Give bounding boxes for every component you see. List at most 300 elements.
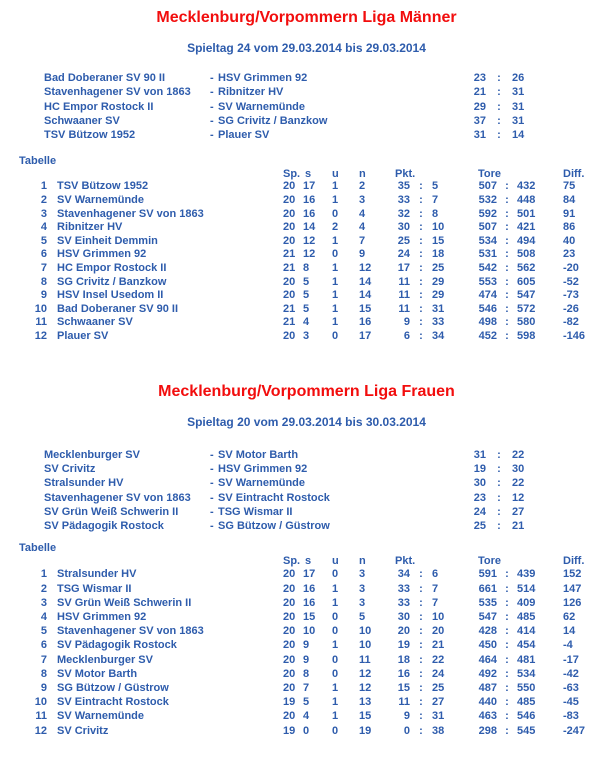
wins: 16 <box>303 194 316 207</box>
home-team: Stavenhagener SV von 1863 <box>44 491 191 504</box>
home-score: 23 <box>473 491 486 504</box>
goals-against: 409 <box>517 596 536 609</box>
rank: 1 <box>40 568 47 581</box>
goal-difference: 126 <box>563 596 582 609</box>
goals-against: 481 <box>517 653 536 666</box>
points-colon: : <box>419 625 423 638</box>
points-against: 33 <box>432 316 445 329</box>
draws: 1 <box>332 289 339 302</box>
goals-for: 547 <box>478 611 497 623</box>
goals-colon: : <box>505 207 509 220</box>
wins: 17 <box>303 568 316 581</box>
away-team: SV Motor Barth <box>218 448 299 461</box>
goal-difference: 14 <box>563 625 576 638</box>
goal-difference: 40 <box>563 234 576 247</box>
wins: 0 <box>303 724 310 737</box>
points-against: 5 <box>432 180 439 193</box>
match-row <box>44 491 613 505</box>
wins: 5 <box>303 696 310 709</box>
points-colon: : <box>419 611 423 623</box>
standings-row <box>0 724 613 738</box>
team-name: SV Warnemünde <box>57 194 144 207</box>
standings-row <box>0 221 613 235</box>
match-row <box>44 448 613 462</box>
goals-colon: : <box>505 275 509 288</box>
rank: 2 <box>40 582 47 595</box>
points-colon: : <box>419 262 423 275</box>
points-colon: : <box>419 289 423 302</box>
points-for: 33 <box>397 582 410 595</box>
wins: 15 <box>303 611 316 623</box>
points-against: 31 <box>432 302 445 315</box>
score-colon: : <box>497 72 501 84</box>
team-name: Ribnitzer HV <box>57 221 123 234</box>
wins: 16 <box>303 582 316 595</box>
versus-dash: - <box>210 72 214 84</box>
team-name: SV Einheit Demmin <box>57 234 158 247</box>
standings-row <box>0 330 613 344</box>
standings-table-maenner <box>0 180 613 343</box>
points-for: 11 <box>398 302 410 315</box>
points-for: 25 <box>397 234 410 247</box>
rank: 6 <box>40 248 47 261</box>
points-colon: : <box>419 710 423 723</box>
goal-difference: -146 <box>563 330 586 343</box>
draws: 1 <box>332 234 339 247</box>
games-played: 20 <box>283 667 296 680</box>
points-for: 17 <box>397 262 410 275</box>
header-spacer <box>0 168 283 180</box>
wins: 16 <box>303 596 316 609</box>
away-team: SG Crivitz / Banzkow <box>218 114 328 127</box>
games-played: 21 <box>283 248 296 261</box>
team-name: SV Pädagogik Rostock <box>57 639 177 652</box>
goals-for: 542 <box>478 262 497 275</box>
wins: 14 <box>303 221 316 234</box>
games-played: 20 <box>283 221 296 234</box>
away-score: 22 <box>512 448 525 461</box>
goals-colon: : <box>505 248 509 261</box>
match-row <box>44 519 613 533</box>
away-score: 21 <box>512 520 525 533</box>
goal-difference: 152 <box>563 568 582 581</box>
points-colon: : <box>419 180 423 193</box>
losses: 12 <box>359 667 372 680</box>
standings-row <box>0 653 613 667</box>
home-score: 37 <box>473 114 486 127</box>
draws: 1 <box>332 696 339 709</box>
games-played: 20 <box>283 682 296 695</box>
header-draws: u <box>332 555 339 568</box>
goals-colon: : <box>505 625 509 638</box>
goals-for: 592 <box>478 207 497 220</box>
games-played: 20 <box>283 207 296 220</box>
draws: 0 <box>332 653 339 666</box>
goal-difference: -63 <box>563 682 579 695</box>
points-colon: : <box>419 596 423 609</box>
games-played: 20 <box>283 330 296 343</box>
points-against: 7 <box>432 596 439 609</box>
wins: 12 <box>303 234 316 247</box>
standings-row <box>0 303 613 317</box>
points-for: 20 <box>397 625 410 638</box>
goals-for: 507 <box>478 221 497 234</box>
losses: 2 <box>359 180 366 193</box>
rank: 12 <box>34 330 47 343</box>
goals-against: 501 <box>517 207 536 220</box>
standings-row <box>0 695 613 709</box>
draws: 0 <box>332 568 339 581</box>
goal-difference: 23 <box>563 248 576 261</box>
wins: 7 <box>303 682 310 695</box>
games-played: 20 <box>283 596 296 609</box>
goals-colon: : <box>505 653 509 666</box>
match-results-maenner <box>0 71 613 142</box>
draws: 2 <box>332 221 339 234</box>
games-played: 20 <box>283 275 296 288</box>
games-played: 19 <box>283 696 296 709</box>
points-colon: : <box>419 194 423 207</box>
points-against: 20 <box>432 625 445 638</box>
standings-row <box>0 638 613 652</box>
losses: 3 <box>359 194 366 207</box>
goals-for: 661 <box>478 582 497 595</box>
team-name: SG Bützow / Güstrow <box>57 682 169 695</box>
points-against: 21 <box>432 639 445 652</box>
standings-row <box>0 276 613 290</box>
goals-for: 440 <box>478 696 497 709</box>
losses: 19 <box>359 724 372 737</box>
goals-for: 428 <box>478 625 497 638</box>
header-diff: Diff. <box>563 555 585 568</box>
away-score: 22 <box>512 477 525 490</box>
header-points: Pkt. <box>395 555 416 568</box>
rank: 1 <box>40 180 47 193</box>
standings-row <box>0 567 613 581</box>
goals-colon: : <box>505 696 509 709</box>
versus-dash: - <box>210 100 214 113</box>
wins: 3 <box>303 330 310 343</box>
points-against: 29 <box>432 275 445 288</box>
points-against: 8 <box>432 207 439 220</box>
team-name: SG Crivitz / Banzkow <box>57 275 167 288</box>
goal-difference: 147 <box>563 582 582 595</box>
rank: 11 <box>35 710 47 723</box>
away-team: SV Eintracht Rostock <box>218 491 330 504</box>
points-for: 16 <box>397 667 410 680</box>
score-colon: : <box>497 477 501 490</box>
header-draws: u <box>332 168 339 181</box>
away-score: 30 <box>512 462 525 475</box>
points-colon: : <box>419 248 423 261</box>
games-played: 20 <box>283 625 296 638</box>
rank: 3 <box>40 596 47 609</box>
goals-colon: : <box>505 316 509 329</box>
draws: 0 <box>332 611 339 623</box>
points-for: 19 <box>397 639 410 652</box>
points-against: 25 <box>432 682 445 695</box>
score-colon: : <box>497 100 501 113</box>
goals-against: 454 <box>517 639 536 652</box>
rank: 8 <box>40 667 47 680</box>
team-name: HSV Grimmen 92 <box>57 611 147 623</box>
away-team: SG Bützow / Güstrow <box>218 520 330 533</box>
home-score: 29 <box>473 100 486 113</box>
team-name: HSV Insel Usedom II <box>57 289 164 302</box>
standings-row <box>0 624 613 638</box>
standings-row <box>0 235 613 249</box>
goals-against: 432 <box>517 180 536 193</box>
home-score: 19 <box>473 462 486 475</box>
score-colon: : <box>497 520 501 533</box>
table-label-maenner: Tabelle <box>19 155 57 168</box>
team-name: TSV Bützow 1952 <box>57 180 149 193</box>
goals-for: 534 <box>478 234 497 247</box>
team-name: Plauer SV <box>57 330 109 343</box>
goals-colon: : <box>505 180 509 193</box>
home-team: SV Crivitz <box>44 462 96 475</box>
goals-colon: : <box>505 611 509 623</box>
goal-difference: -52 <box>563 275 579 288</box>
score-colon: : <box>497 505 501 518</box>
goals-against: 547 <box>517 289 536 302</box>
goals-colon: : <box>505 262 509 275</box>
draws: 0 <box>332 667 339 680</box>
points-colon: : <box>419 207 423 220</box>
standings-row <box>0 596 613 610</box>
away-team: SV Warnemünde <box>218 100 305 113</box>
points-for: 11 <box>398 289 410 302</box>
goals-colon: : <box>505 667 509 680</box>
team-name: Stralsunder HV <box>57 568 137 581</box>
goals-for: 298 <box>478 724 497 737</box>
losses: 7 <box>359 234 366 247</box>
points-for: 24 <box>397 248 410 261</box>
score-colon: : <box>497 448 501 461</box>
losses: 10 <box>359 625 372 638</box>
team-name: SV Eintracht Rostock <box>57 696 169 709</box>
standings-row <box>0 667 613 681</box>
goal-difference: -83 <box>563 710 579 723</box>
team-name: Stavenhagener SV von 1863 <box>57 207 204 220</box>
home-score: 21 <box>473 86 486 99</box>
rank: 5 <box>40 625 47 638</box>
away-score: 12 <box>512 491 525 504</box>
draws: 1 <box>332 262 339 275</box>
home-team: SV Pädagogik Rostock <box>44 520 164 533</box>
draws: 1 <box>332 639 339 652</box>
goals-against: 485 <box>517 696 536 709</box>
draws: 0 <box>332 724 339 737</box>
standings-row <box>0 316 613 330</box>
games-played: 20 <box>283 653 296 666</box>
losses: 9 <box>359 248 366 261</box>
goals-colon: : <box>505 710 509 723</box>
points-against: 15 <box>432 234 445 247</box>
score-colon: : <box>497 86 501 99</box>
draws: 1 <box>332 596 339 609</box>
games-played: 20 <box>283 710 296 723</box>
goals-colon: : <box>505 234 509 247</box>
rank: 10 <box>34 696 47 709</box>
table-label-frauen: Tabelle <box>19 542 57 555</box>
points-for: 9 <box>403 316 410 329</box>
goal-difference: 84 <box>563 194 576 207</box>
score-colon: : <box>497 491 501 504</box>
points-colon: : <box>419 330 423 343</box>
home-score: 30 <box>473 477 486 490</box>
match-row <box>44 114 613 128</box>
goal-difference: -45 <box>563 696 579 709</box>
wins: 8 <box>303 262 310 275</box>
goals-colon: : <box>505 568 509 581</box>
draws: 1 <box>332 180 339 193</box>
goal-difference: 86 <box>563 221 576 234</box>
header-wins: s <box>305 168 312 181</box>
draws: 1 <box>332 682 339 695</box>
points-for: 32 <box>397 207 410 220</box>
points-for: 18 <box>397 653 410 666</box>
points-against: 25 <box>432 262 445 275</box>
points-for: 30 <box>397 611 410 623</box>
points-against: 29 <box>432 289 445 302</box>
match-row <box>44 100 613 114</box>
losses: 14 <box>359 289 372 302</box>
rank: 3 <box>40 207 47 220</box>
losses: 3 <box>359 596 366 609</box>
games-played: 20 <box>283 180 296 193</box>
losses: 12 <box>359 262 372 275</box>
team-name: HC Empor Rostock II <box>57 262 167 275</box>
wins: 4 <box>303 316 310 329</box>
losses: 16 <box>359 316 372 329</box>
match-row <box>44 462 613 476</box>
points-against: 31 <box>432 710 445 723</box>
match-row <box>44 128 613 142</box>
points-against: 10 <box>432 221 445 234</box>
goals-for: 591 <box>478 568 497 581</box>
goal-difference: -20 <box>563 262 579 275</box>
match-row <box>44 71 613 85</box>
goals-against: 545 <box>517 724 536 737</box>
goals-for: 492 <box>478 667 497 680</box>
goals-for: 553 <box>478 275 497 288</box>
versus-dash: - <box>210 505 214 518</box>
home-team: SV Grün Weiß Schwerin II <box>44 505 179 518</box>
wins: 9 <box>303 639 310 652</box>
away-score: 26 <box>512 72 525 84</box>
versus-dash: - <box>210 114 214 127</box>
points-for: 11 <box>398 275 410 288</box>
points-for: 33 <box>397 596 410 609</box>
points-for: 35 <box>397 180 410 193</box>
draws: 1 <box>332 302 339 315</box>
home-team: HC Empor Rostock II <box>44 100 154 113</box>
games-played: 20 <box>283 568 296 581</box>
goals-for: 487 <box>478 682 497 695</box>
points-colon: : <box>419 316 423 329</box>
games-played: 20 <box>283 639 296 652</box>
points-colon: : <box>419 582 423 595</box>
header-games: Sp. <box>283 168 301 181</box>
points-for: 6 <box>403 330 410 343</box>
losses: 14 <box>359 275 372 288</box>
home-score: 31 <box>473 448 486 461</box>
goals-colon: : <box>505 289 509 302</box>
draws: 1 <box>332 316 339 329</box>
goal-difference: -73 <box>563 289 579 302</box>
home-team: Mecklenburger SV <box>44 448 140 461</box>
goals-against: 572 <box>517 302 536 315</box>
team-name: SV Crivitz <box>57 724 109 737</box>
games-played: 20 <box>283 611 296 623</box>
draws: 0 <box>332 207 339 220</box>
match-row <box>44 505 613 519</box>
away-team: TSG Wismar II <box>218 505 293 518</box>
points-against: 18 <box>432 248 445 261</box>
rank: 9 <box>40 682 47 695</box>
games-played: 20 <box>283 194 296 207</box>
losses: 17 <box>359 330 372 343</box>
losses: 4 <box>359 221 366 234</box>
goals-against: 421 <box>517 221 536 234</box>
goals-against: 546 <box>517 710 536 723</box>
draws: 0 <box>332 248 339 261</box>
goal-difference: -26 <box>563 302 579 315</box>
home-team: Schwaaner SV <box>44 114 120 127</box>
wins: 12 <box>303 248 316 261</box>
rank: 11 <box>35 316 47 329</box>
goals-colon: : <box>505 302 509 315</box>
games-played: 21 <box>283 316 296 329</box>
rank: 6 <box>40 639 47 652</box>
draws: 1 <box>332 710 339 723</box>
goal-difference: 75 <box>563 180 576 193</box>
team-name: Mecklenburger SV <box>57 653 153 666</box>
goals-for: 531 <box>478 248 497 261</box>
wins: 17 <box>303 180 316 193</box>
header-diff: Diff. <box>563 168 585 181</box>
header-losses: n <box>359 168 366 181</box>
goals-against: 580 <box>517 316 536 329</box>
goal-difference: -4 <box>563 639 573 652</box>
games-played: 21 <box>283 302 296 315</box>
home-score: 31 <box>473 129 486 142</box>
points-against: 10 <box>432 611 445 623</box>
goal-difference: -17 <box>563 653 579 666</box>
losses: 15 <box>359 710 372 723</box>
losses: 3 <box>359 568 366 581</box>
points-colon: : <box>419 682 423 695</box>
team-name: SV Grün Weiß Schwerin II <box>57 596 192 609</box>
match-row <box>44 476 613 490</box>
points-for: 0 <box>403 724 410 737</box>
header-points: Pkt. <box>395 168 416 181</box>
goals-for: 507 <box>478 180 497 193</box>
header-wins: s <box>305 555 312 568</box>
versus-dash: - <box>210 477 214 490</box>
standings-row <box>0 681 613 695</box>
points-colon: : <box>419 639 423 652</box>
goal-difference: -247 <box>563 724 586 737</box>
draws: 1 <box>332 582 339 595</box>
goals-colon: : <box>505 639 509 652</box>
standings-row <box>0 208 613 222</box>
goals-against: 448 <box>517 194 536 207</box>
team-name: SV Motor Barth <box>57 667 138 680</box>
standings-row <box>0 194 613 208</box>
score-colon: : <box>497 114 501 127</box>
